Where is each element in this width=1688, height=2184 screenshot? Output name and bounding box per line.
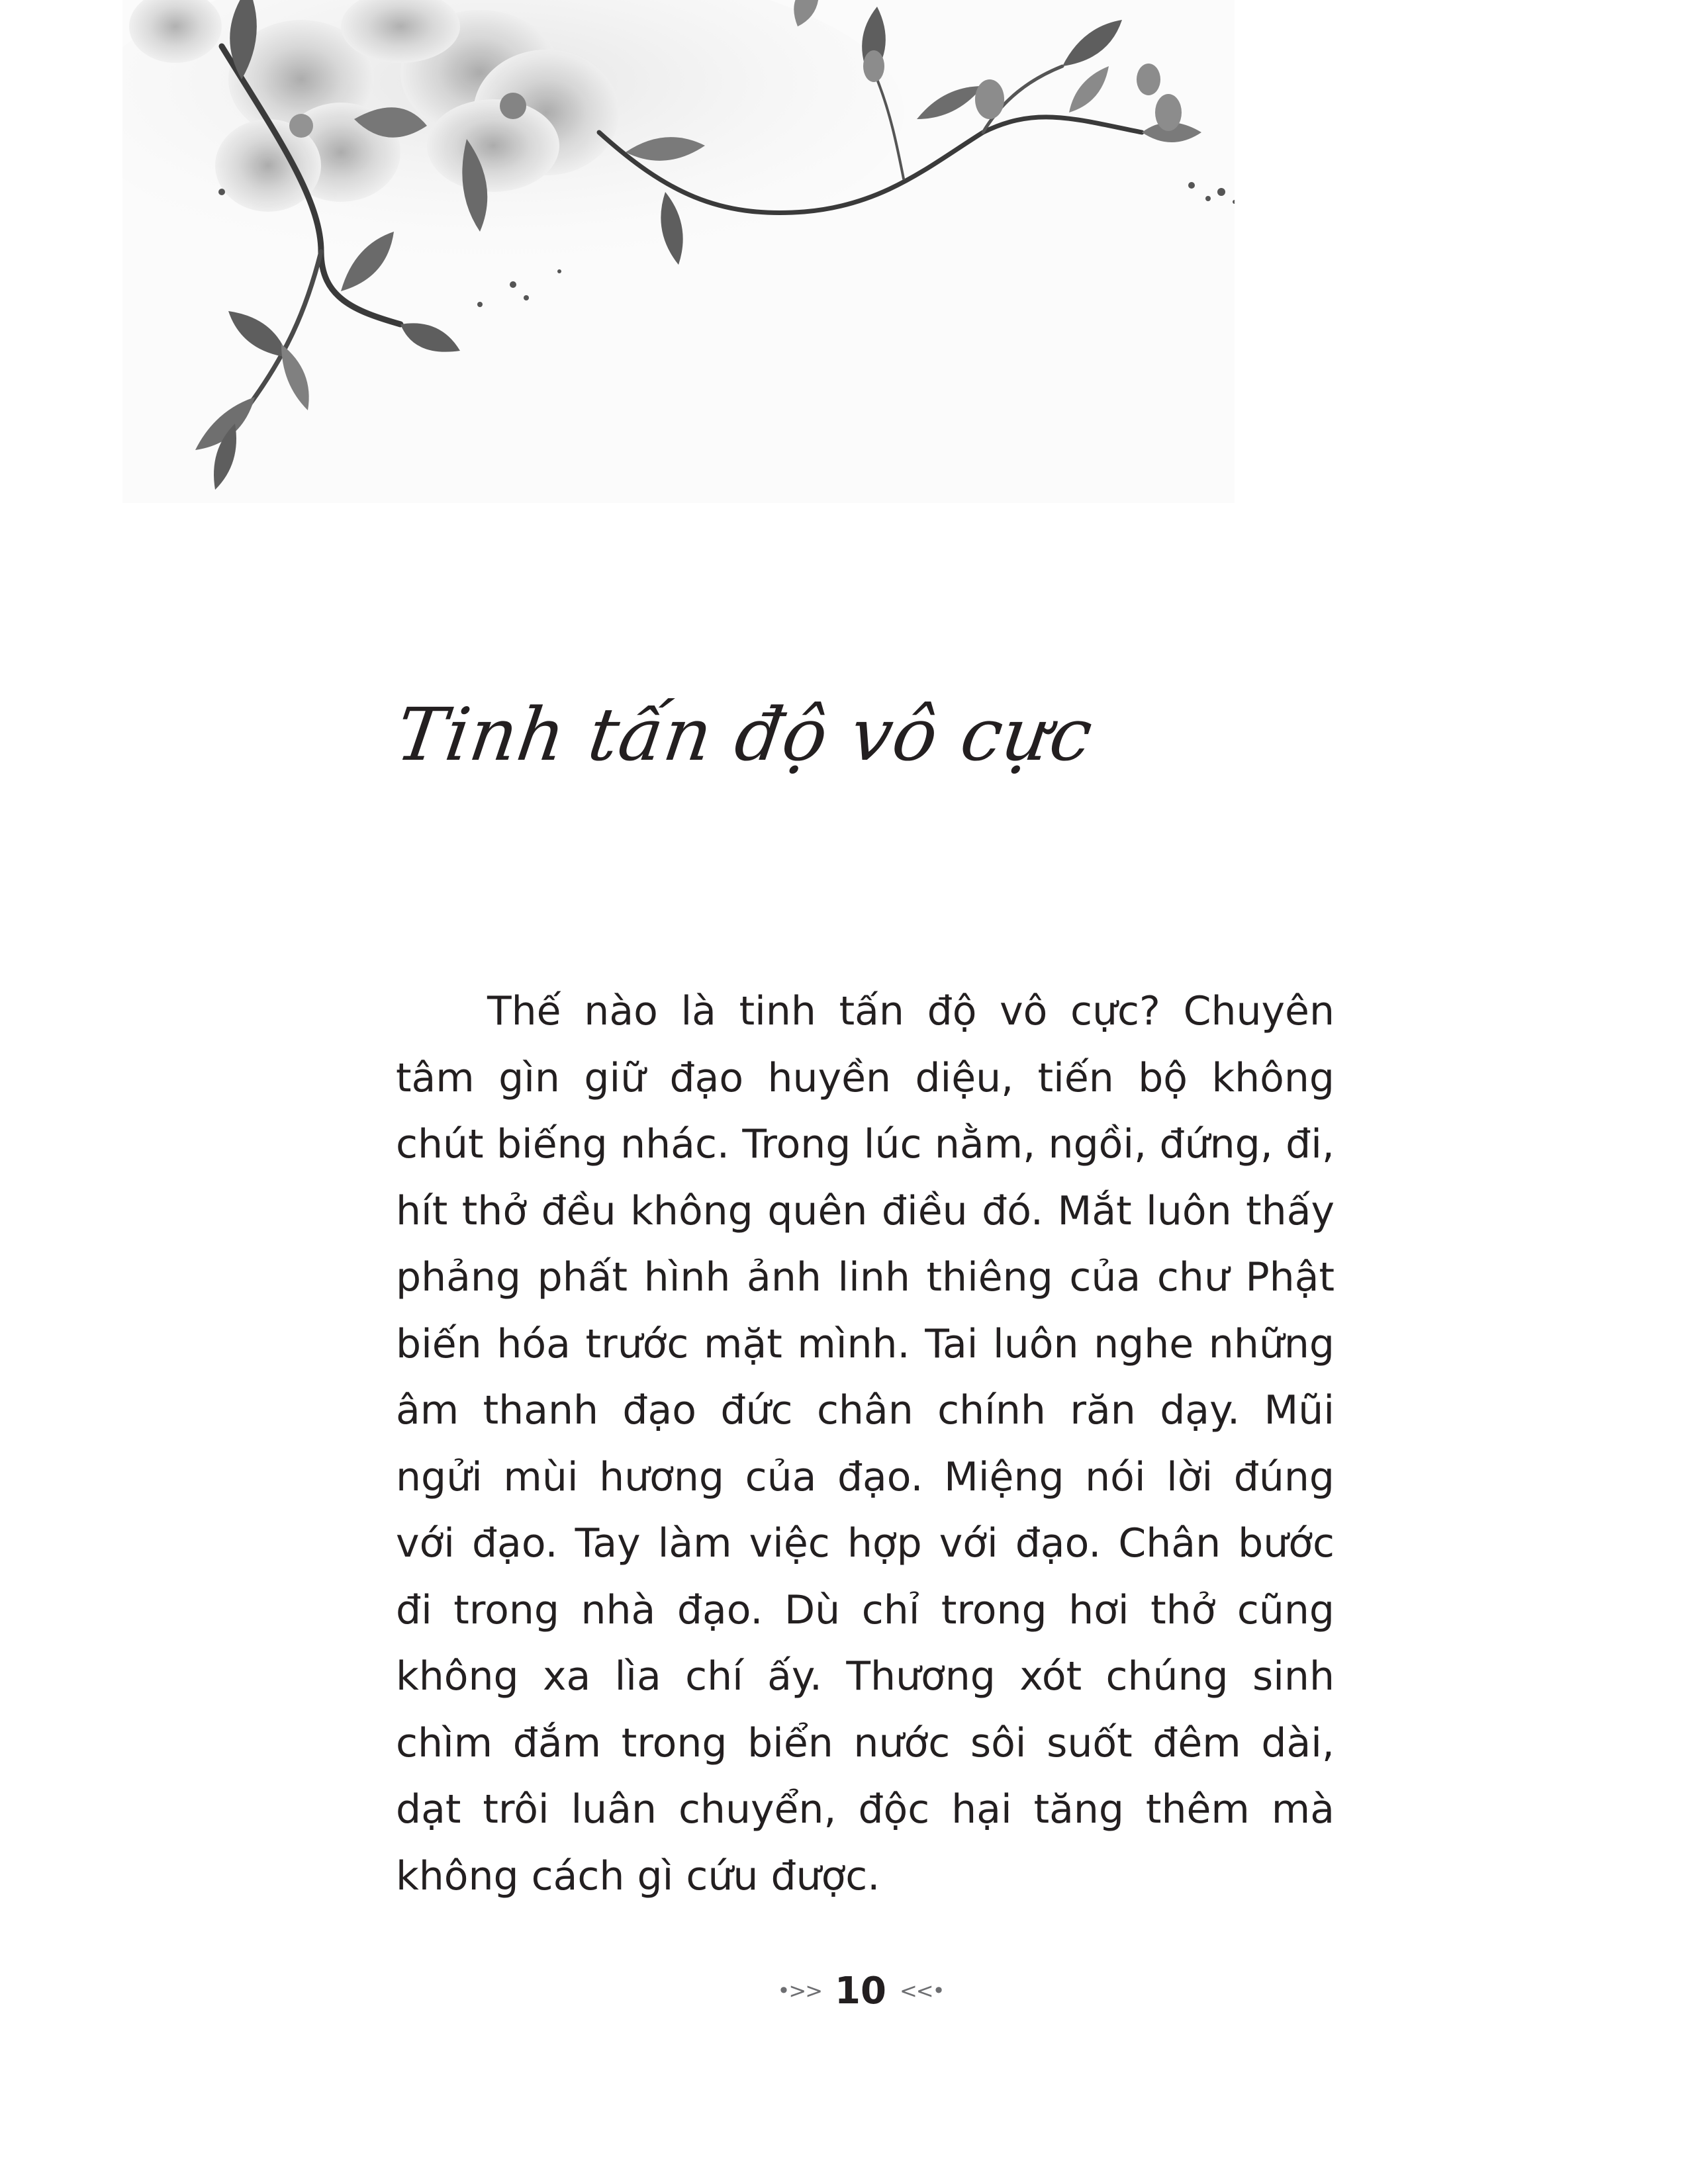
chapter-title: Tinh tấn độ vô cực <box>391 692 1098 777</box>
page-number: 10 <box>835 1969 886 2013</box>
left-ornament: •>> <box>777 1978 822 2003</box>
body-paragraph: Thế nào là tinh tấn độ vô cực? Chuyên tâm gìn giữ đạo huyền diệu, tiến bộ không chút biếng nhác. Trong lúc nằm, ngồi, đứng, đi, hít thở đều không quên điều đó. Mắt luôn thấy phảng phất hình ảnh linh thiêng của chư Phật biến hóa trước mặt mình. Tai luôn nghe những âm thanh đạo đức chân chính răn dạy. Mũi ngửi mùi hương của đạo. Miệng nói lời đúng với đạo. Tay làm việc hợp với đạo. Chân bước đi trong nhà đạo. Dù chỉ trong hơi thở cũng không xa lìa chí ấy. Thương xót chúng sinh chìm đắm trong biển nước sôi suốt đêm dài, dạt trôi luân chuyển, độc hại tăng thêm mà không cách gì cứu được. <box>396 988 1335 1899</box>
watercolor-floral-illustration <box>122 0 1235 503</box>
right-ornament: <<• <box>899 1978 944 2003</box>
page-footer <box>774 1964 947 2017</box>
body-text <box>396 978 1335 1909</box>
